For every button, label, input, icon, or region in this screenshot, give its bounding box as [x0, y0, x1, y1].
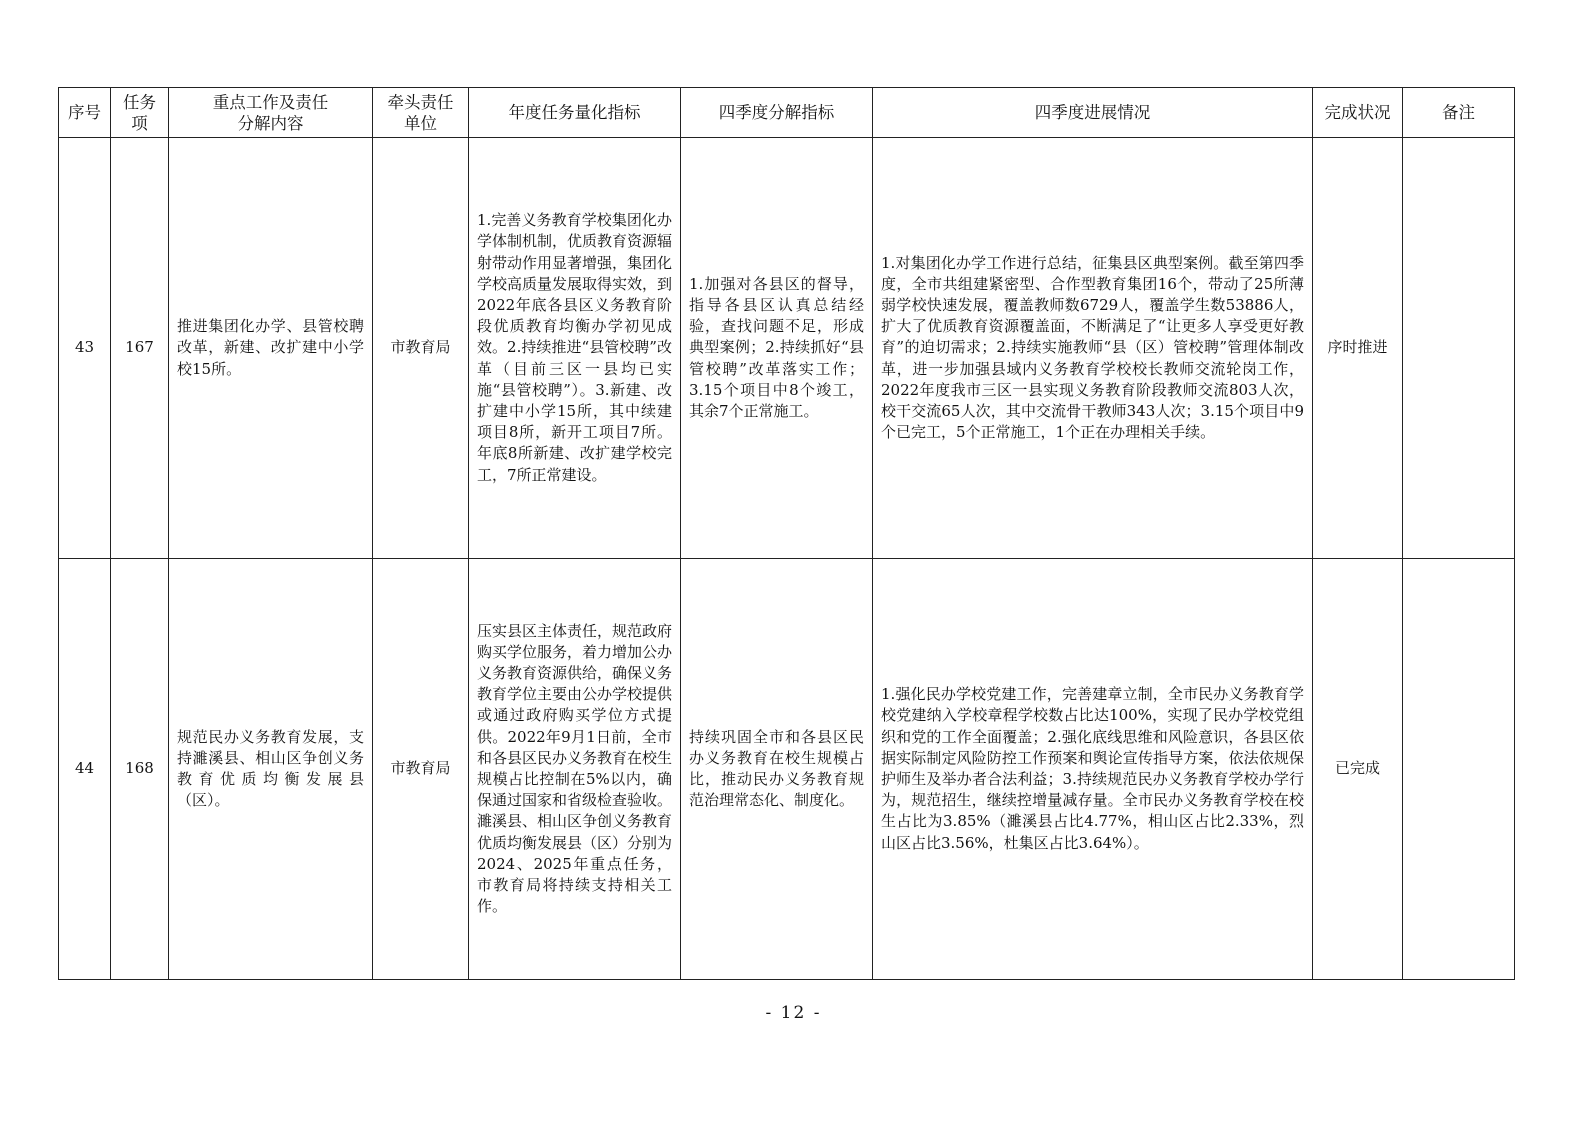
header-status: 完成状况 [1313, 88, 1403, 138]
header-q4-target: 四季度分解指标 [681, 88, 873, 138]
cell-task: 168 [111, 559, 169, 980]
task-table [58, 87, 1515, 980]
table-header-row [59, 88, 1515, 138]
header-annual: 年度任务量化指标 [469, 88, 681, 138]
task-table-container [58, 87, 1514, 980]
header-seq: 序号 [59, 88, 111, 138]
cell-seq: 43 [59, 138, 111, 559]
cell-q4-target: 持续巩固全市和各县区民办义务教育在校生规模占比，推动民办义务教育规范治理常态化、制度化。 [681, 559, 873, 980]
page-number: - 12 - [765, 1003, 822, 1023]
cell-remark [1403, 559, 1515, 980]
table-row [59, 138, 1515, 559]
cell-annual: 压实县区主体责任，规范政府购买学位服务，着力增加公办义务教育资源供给，确保义务教育学位主要由公办学校提供或通过政府购买学位方式提供。2022年9月1日前，全市和各县区民办义务教育在校生规模占比控制在5%以内，确保通过国家和省级检查验收。濉溪县、相山区争创义务教育优质均衡发展县（区）分别为2024、2025年重点任务，市教育局将持续支持相关工作。 [469, 559, 681, 980]
header-q4-progress: 四季度进展情况 [873, 88, 1313, 138]
table-row [59, 559, 1515, 980]
cell-lead-unit: 市教育局 [373, 559, 469, 980]
cell-q4-progress: 1.对集团化办学工作进行总结，征集县区典型案例。截至第四季度，全市共组建紧密型、合作型教育集团16个，带动了25所薄弱学校快速发展，覆盖教师数6729人，覆盖学生数53886人，扩大了优质教育资源覆盖面，不断满足了“让更多人享受更好教育”的迫切需求；2.持续实施教师“县（区）管校聘”管理体制改革，进一步加强县域内义务教育学校校长教师交流轮岗工作，2022年度我市三区一县实现义务教育阶段教师交流803人次，校干交流65人次，其中交流骨干教师343人次；3.15个项目中9个已完工，5个正常施工，1个正在办理相关手续。 [873, 138, 1313, 559]
cell-key-work: 规范民办义务教育发展，支持濉溪县、相山区争创义务教育优质均衡发展县（区）。 [169, 559, 373, 980]
cell-lead-unit: 市教育局 [373, 138, 469, 559]
header-task: 任务项 [111, 88, 169, 138]
cell-task: 167 [111, 138, 169, 559]
header-lead-unit: 牵头责任单位 [373, 88, 469, 138]
cell-q4-progress: 1.强化民办学校党建工作，完善建章立制，全市民办义务教育学校党建纳入学校章程学校数占比达100%，实现了民办学校党组织和党的工作全面覆盖；2.强化底线思维和风险意识，各县区依据实际制定风险防控工作预案和舆论宣传指导方案，依法依规保护师生及举办者合法利益；3.持续规范民办义务教育学校办学行为，规范招生，继续控增量减存量。全市民办义务教育学校在校生占比为3.85%（濉溪县占比4.77%，相山区占比2.33%，烈山区占比3.56%，杜集区占比3.64%）。 [873, 559, 1313, 980]
header-remark: 备注 [1403, 88, 1515, 138]
cell-annual: 1.完善义务教育学校集团化办学体制机制，优质教育资源辐射带动作用显著增强，集团化学校高质量发展取得实效，到2022年底各县区义务教育阶段优质教育均衡办学初见成效。2.持续推进“县管校聘”改革（目前三区一县均已实施“县管校聘”）。3.新建、改扩建中小学15所，其中续建项目8所，新开工项目7所。年底8所新建、改扩建学校完工，7所正常建设。 [469, 138, 681, 559]
cell-status: 已完成 [1313, 559, 1403, 980]
cell-seq: 44 [59, 559, 111, 980]
cell-key-work: 推进集团化办学、县管校聘改革，新建、改扩建中小学校15所。 [169, 138, 373, 559]
cell-q4-target: 1.加强对各县区的督导，指导各县区认真总结经验，查找问题不足，形成典型案例；2.持续抓好“县管校聘”改革落实工作；3.15个项目中8个竣工，其余7个正常施工。 [681, 138, 873, 559]
cell-remark [1403, 138, 1515, 559]
cell-status: 序时推进 [1313, 138, 1403, 559]
header-key-work: 重点工作及责任分解内容 [169, 88, 373, 138]
